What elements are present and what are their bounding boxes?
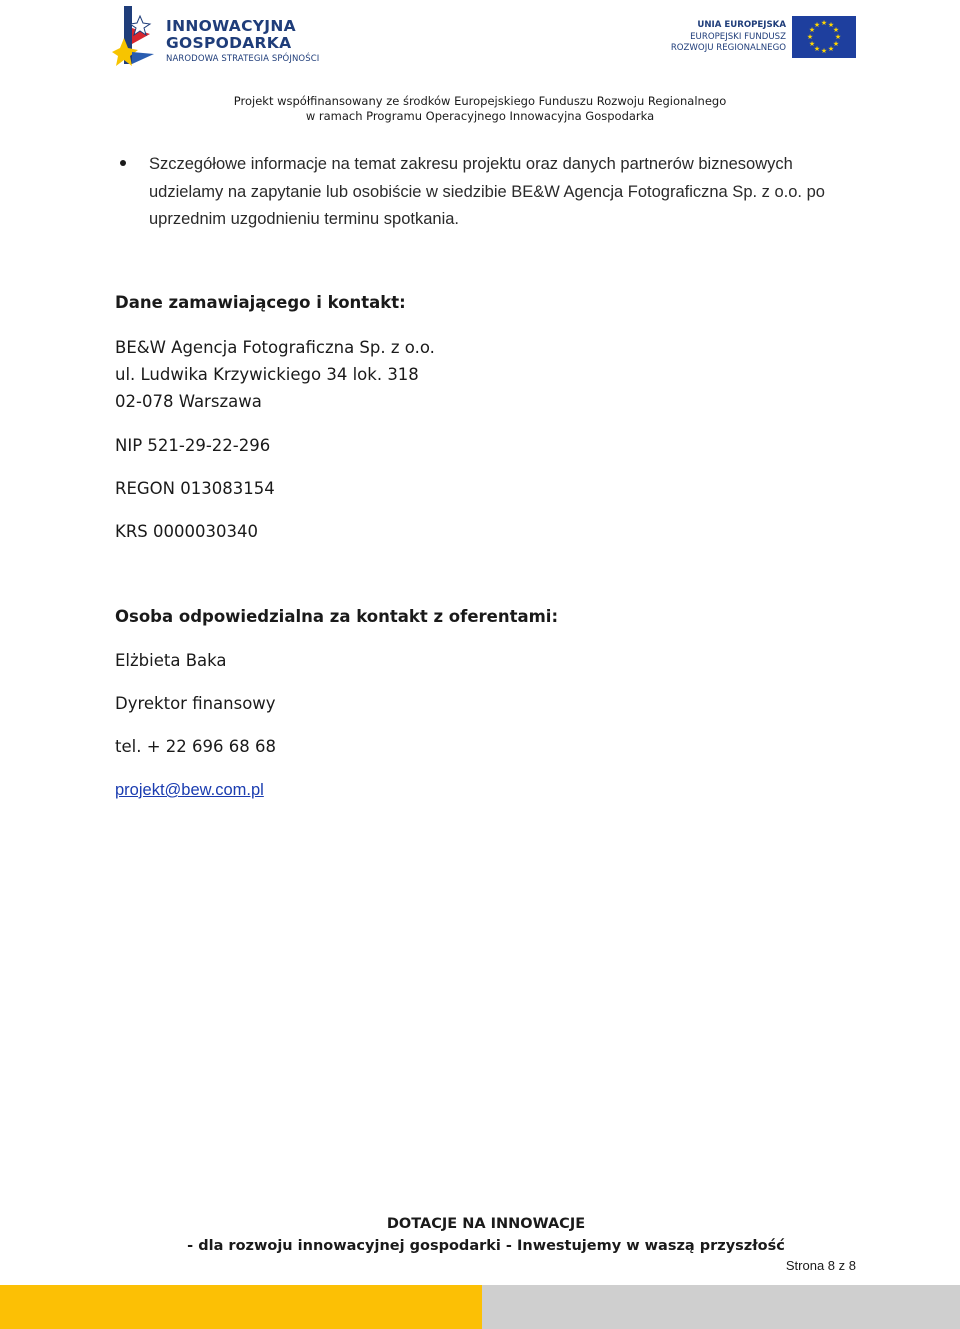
svg-text:★: ★ bbox=[813, 45, 821, 53]
regon-number: REGON 013083154 bbox=[115, 479, 275, 498]
person-role: Dyrektor finansowy bbox=[115, 694, 276, 713]
footer-slogan: - dla rozwoju innowacyjnej gospodarki - Inwestujemy w waszą przyszłość bbox=[187, 1238, 785, 1254]
company-name: BE&W Agencja Fotograficzna Sp. z o.o. bbox=[115, 338, 435, 357]
svg-text:★: ★ bbox=[834, 33, 842, 41]
eu-logo-line-1: UNIA EUROPEJSKA bbox=[697, 20, 786, 30]
svg-text:★: ★ bbox=[820, 47, 828, 55]
eu-logo-line-2: EUROPEJSKI FUNDUSZ bbox=[690, 31, 786, 42]
cofinance-line-2: w ramach Programu Operacyjnego Innowacyjna Gospodarka bbox=[305, 109, 655, 123]
footer-bar-gray bbox=[482, 1285, 960, 1329]
svg-text:★: ★ bbox=[832, 40, 840, 48]
street-address: ul. Ludwika Krzywickiego 34 lok. 318 bbox=[115, 365, 419, 384]
footer-bar-yellow bbox=[0, 1285, 482, 1329]
bullet-icon bbox=[120, 160, 126, 166]
person-name: Elżbieta Baka bbox=[115, 651, 227, 670]
bullet-paragraph: Szczegółowe informacje na temat zakresu projektu oraz danych partnerów biznesowych udzielamy na zapytanie lub osobiście w siedzibie BE&W Agencja Fotograficzna Sp. z o.o. po uprzednim uzgodnieniu terminu spotkania. bbox=[149, 155, 825, 228]
svg-text:★: ★ bbox=[827, 45, 835, 53]
krs-number: KRS 0000030340 bbox=[115, 522, 258, 541]
svg-text:★: ★ bbox=[806, 33, 814, 41]
svg-text:★: ★ bbox=[832, 26, 840, 34]
logo-line-2: GOSPODARKA bbox=[166, 34, 292, 52]
innowacyjna-gospodarka-logo bbox=[110, 4, 330, 70]
nip-number: NIP 521-29-22-296 bbox=[115, 436, 271, 455]
logo-line-1: INNOWACYJNA bbox=[166, 17, 296, 35]
eu-logo-line-3: ROZWOJU REGIONALNEGO bbox=[670, 43, 786, 53]
logo-line-3: NARODOWA STRATEGIA SPÓJNOŚCI bbox=[166, 54, 320, 64]
person-heading: Osoba odpowiedzialna za kontakt z oferentami: bbox=[115, 607, 559, 626]
footer-title: DOTACJE NA INNOWACJE bbox=[386, 1216, 586, 1232]
email-link[interactable]: projekt@bew.com.pl bbox=[115, 781, 264, 799]
svg-text:★: ★ bbox=[808, 40, 816, 48]
svg-text:★: ★ bbox=[813, 21, 821, 29]
svg-text:★: ★ bbox=[820, 19, 828, 27]
page-number: Strona 8 z 8 bbox=[785, 1258, 856, 1273]
city-address: 02-078 Warszawa bbox=[115, 392, 262, 411]
svg-text:★: ★ bbox=[827, 21, 835, 29]
eu-logo bbox=[660, 14, 856, 60]
star-emblem-icon bbox=[110, 4, 166, 70]
svg-text:★: ★ bbox=[808, 26, 816, 34]
eu-flag-icon bbox=[792, 16, 856, 58]
cofinance-line-1: Projekt współfinansowany ze środków Europejskiego Funduszu Rozwoju Regionalnego bbox=[233, 94, 727, 108]
phone-number: tel. + 22 696 68 68 bbox=[115, 737, 276, 756]
contact-heading: Dane zamawiającego i kontakt: bbox=[115, 293, 406, 312]
